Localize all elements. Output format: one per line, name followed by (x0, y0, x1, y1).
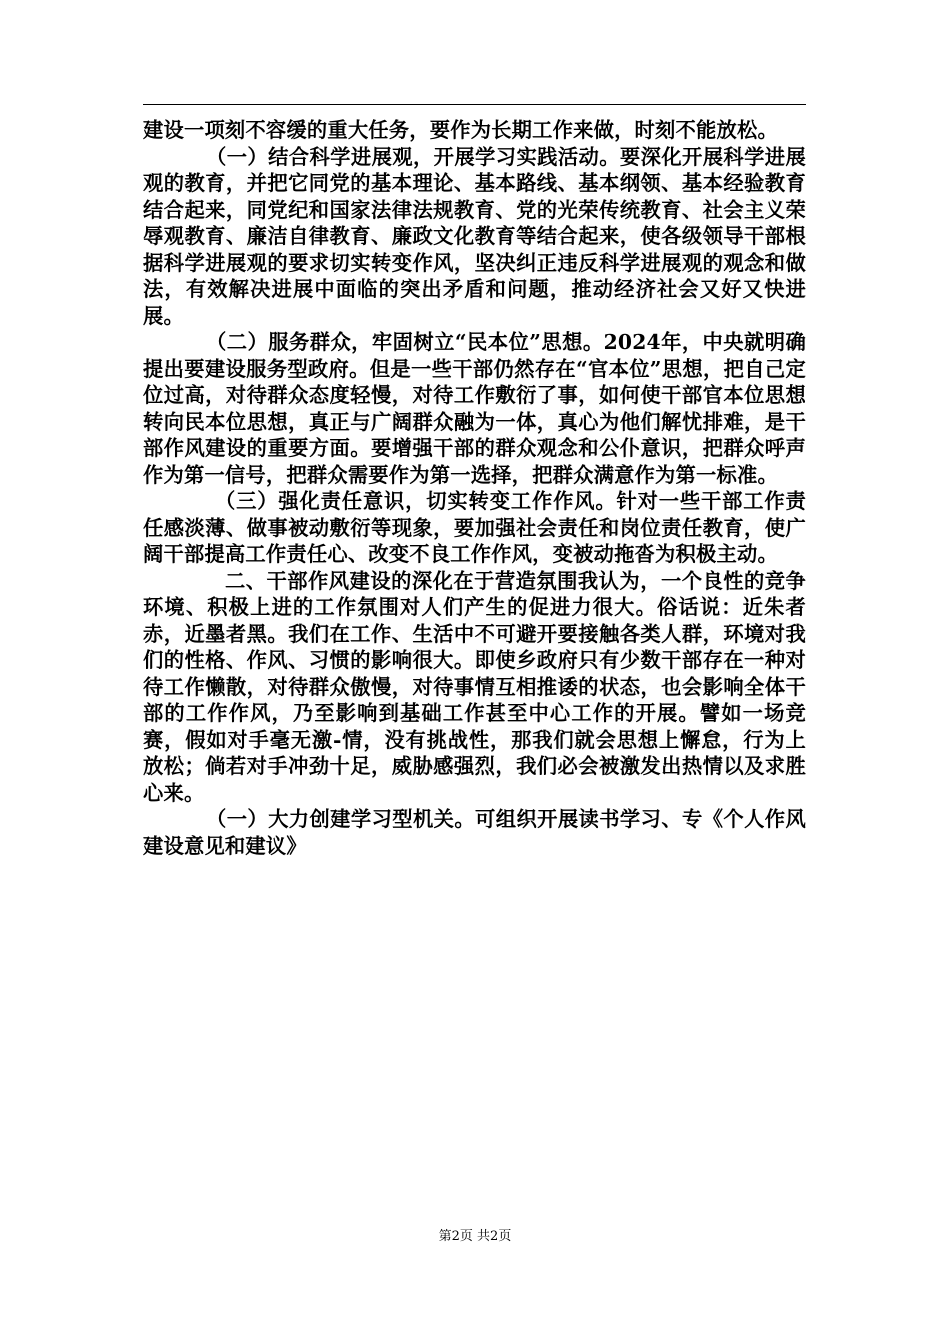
document-body (143, 117, 806, 859)
header-rule (143, 104, 806, 105)
paragraph-section-1-2: （二）服务群众，牢固树立“民本位”思想。2024年，中央就明确提出要建设服务型政府。但是一些干部仍然存在“官本位”思想，把自己定位过高，对待群众态度轻慢，对待工作敷衍了事，如何使干部官本位思想转向民本位思想，真正与广阔群众融为一体，真心为他们解忧排难，是干部作风建设的重要方面。要增强干部的群众观念和公仆意识，把群众呼声作为第一信号，把群众需要作为第一选择，把群众满意作为第一标准。 (143, 330, 806, 487)
paragraph-section-1-3: （三）强化责任意识，切实转变工作作风。针对一些干部工作责任感淡薄、做事被动敷衍等现象，要加强社会责任和岗位责任教育，使广阔干部提高工作责任心、改变不良工作作风，变被动拖沓为积极主动。 (143, 489, 806, 566)
paragraph-section-1-1: （一）结合科学进展观，开展学习实践活动。要深化开展科学进展观的教育，并把它同党的基本理论、基本路线、基本纲领、基本经验教育结合起来，同党纪和国家法律法规教育、党的光荣传统教育、社会主义荣辱观教育、廉洁自律教育、廉政文化教育等结合起来，使各级领导干部根据科学进展观的要求切实转变作风，坚决纠正违反科学进展观的观念和做法，有效解决进展中面临的突出矛盾和问题，推动经济社会又好又快进展。 (143, 144, 806, 328)
page-number-footer: 第2页 共2页 (438, 1229, 512, 1244)
paragraph-section-2: 二、干部作风建设的深化在于营造氛围我认为，一个良性的竞争环境、积极上进的工作氛围对人们产生的促进力很大。俗话说：近朱者赤，近墨者黑。我们在工作、生活中不可避开要接触各类人群，环境对我们的性格、作风、习惯的影响很大。即使乡政府只有少数干部存在一种对待工作懒散，对待群众傲慢，对待事情互相推诿的状态，也会影响全体干部的工作作风，乃至影响到基础工作甚至中心工作的开展。譬如一场竞赛，假如对手毫无激-情，没有挑战性，那我们就会思想上懈怠，行为上放松；倘若对手冲劲十足，威胁感强烈，我们必会被激发出热情以及求胜心来。 (143, 568, 806, 805)
paragraph-section-2-1: （一）大力创建学习型机关。可组织开展读书学习、专《个人作风建设意见和建议》 (143, 807, 806, 858)
paragraph-continuation: 建设一项刻不容缓的重大任务，要作为长期工作来做，时刻不能放松。 (143, 118, 778, 142)
